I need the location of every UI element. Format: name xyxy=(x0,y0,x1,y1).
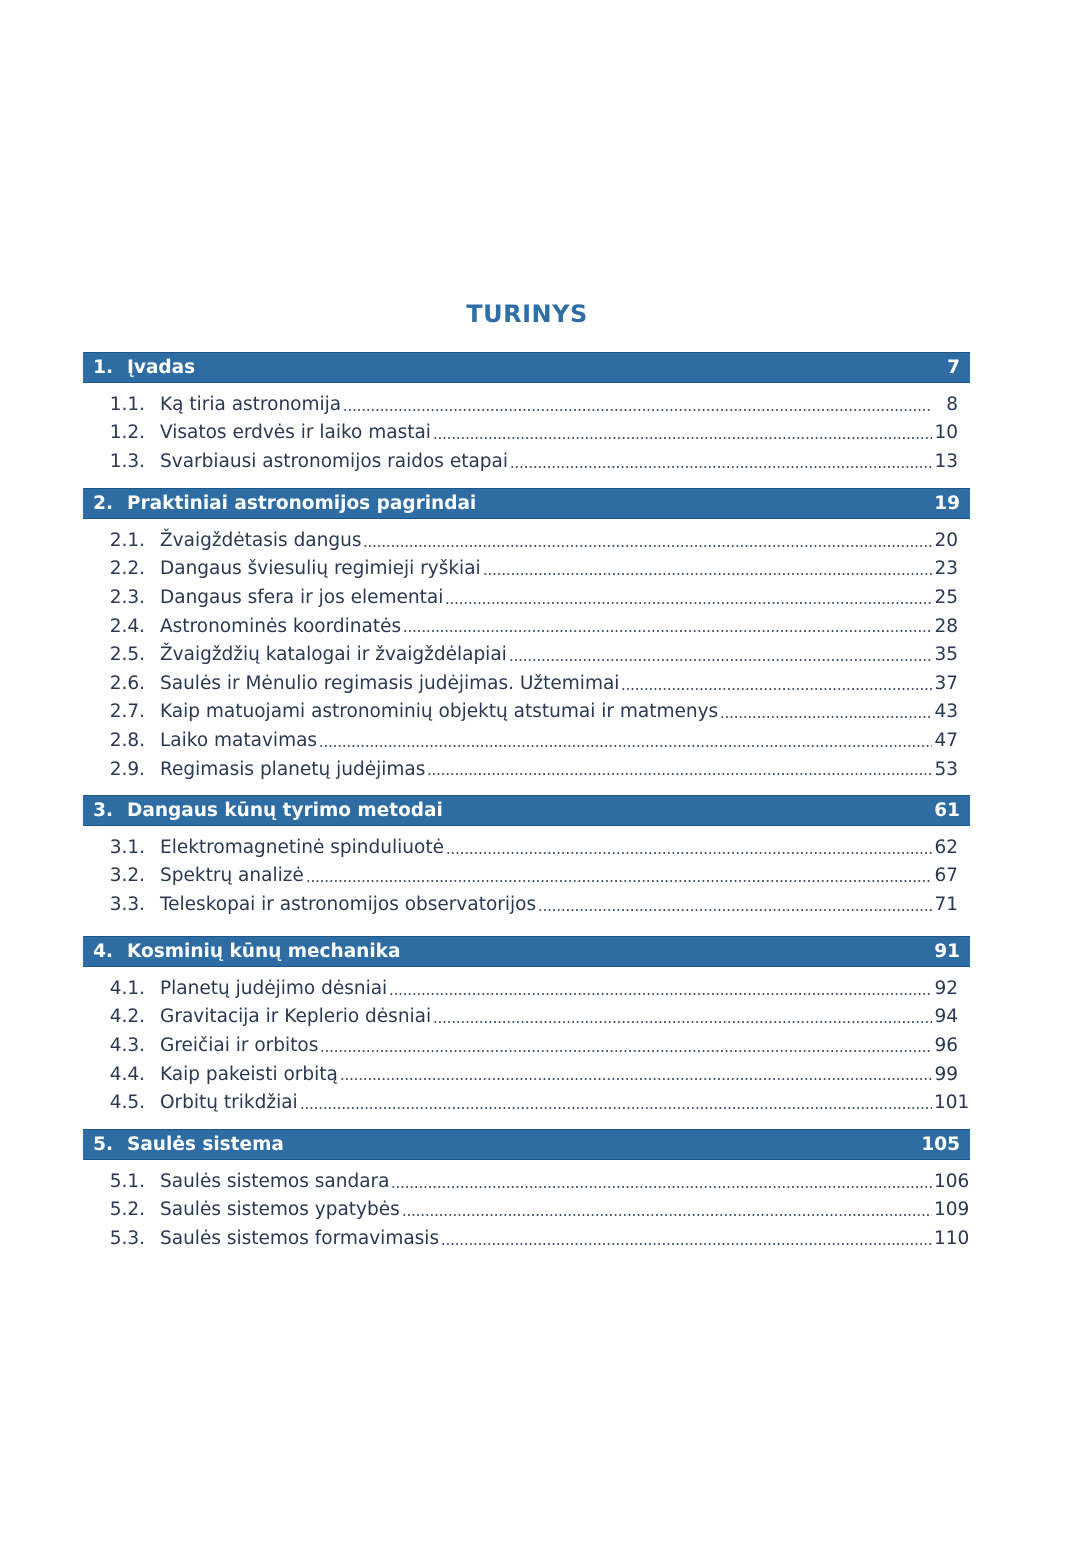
entry-title: Kaip pakeisti orbitą xyxy=(160,1063,338,1085)
dot-leader xyxy=(300,1107,932,1109)
section-entries xyxy=(83,526,970,783)
dot-leader xyxy=(446,852,932,854)
section-page: 19 xyxy=(934,493,960,514)
section-entries xyxy=(83,974,970,1117)
entry-number: 5.3. xyxy=(109,1227,145,1249)
toc-entry[interactable] xyxy=(83,1031,970,1060)
toc-section-5 xyxy=(83,1129,970,1253)
section-header[interactable] xyxy=(83,795,970,826)
toc-entry[interactable] xyxy=(83,612,970,641)
toc-entry[interactable] xyxy=(83,1060,970,1089)
entry-page: 92 xyxy=(934,977,958,999)
dot-leader xyxy=(433,1021,932,1023)
entry-number: 3.1. xyxy=(109,836,145,858)
entry-title: Laiko matavimas xyxy=(160,729,318,751)
entry-number: 2.2. xyxy=(109,558,145,580)
section-page: 7 xyxy=(947,357,960,378)
toc-entry[interactable] xyxy=(83,974,970,1003)
entry-number: 2.4. xyxy=(109,615,145,637)
toc-section-2 xyxy=(83,488,970,783)
entry-page: 53 xyxy=(934,758,958,780)
entry-page: 99 xyxy=(934,1063,958,1085)
entry-number: 1.3. xyxy=(109,450,145,472)
entry-page: 28 xyxy=(934,615,958,637)
entry-page: 10 xyxy=(934,422,958,444)
entry-title: Saulės ir Mėnulio regimasis judėjimas. Užtemimai xyxy=(160,672,620,694)
toc-entry[interactable] xyxy=(83,726,970,755)
toc-entry[interactable] xyxy=(83,890,970,919)
entry-number: 4.2. xyxy=(109,1006,145,1028)
entry-page: 13 xyxy=(934,450,958,472)
entry-page: 109 xyxy=(934,1199,970,1221)
dot-leader xyxy=(441,1243,932,1245)
section-title: Saulės sistema xyxy=(127,1134,284,1155)
dot-leader xyxy=(427,773,932,775)
dot-leader xyxy=(402,1214,932,1216)
entry-title: Astronominės koordinatės xyxy=(160,615,402,637)
section-title: Dangaus kūnų tyrimo metodai xyxy=(127,800,443,821)
toc-entry[interactable] xyxy=(83,447,970,476)
section-number: 1. xyxy=(93,357,113,378)
entry-number: 2.7. xyxy=(109,701,145,723)
dot-leader xyxy=(445,602,932,604)
entry-page: 101 xyxy=(934,1092,970,1114)
entry-page: 8 xyxy=(946,393,958,415)
entry-number: 1.1. xyxy=(109,393,145,415)
entry-title: Saulės sistemos ypatybės xyxy=(160,1199,400,1221)
toc-entry[interactable] xyxy=(83,862,970,891)
toc-entry[interactable] xyxy=(83,526,970,555)
entry-title: Planetų judėjimo dėsniai xyxy=(160,977,388,999)
entry-title: Saulės sistemos formavimasis xyxy=(160,1227,440,1249)
toc-entry[interactable] xyxy=(83,669,970,698)
entry-page: 71 xyxy=(934,893,958,915)
entry-number: 4.1. xyxy=(109,977,145,999)
page-title: TURINYS xyxy=(466,300,588,328)
section-number: 5. xyxy=(93,1134,113,1155)
toc-entry[interactable] xyxy=(83,1167,970,1196)
entry-number: 2.6. xyxy=(109,672,145,694)
section-title: Įvadas xyxy=(127,357,196,378)
dot-leader xyxy=(319,745,932,747)
entry-page: 37 xyxy=(934,672,958,694)
dot-leader xyxy=(363,545,932,547)
entry-number: 3.2. xyxy=(109,865,145,887)
entry-title: Dangaus sfera ir jos elementai xyxy=(160,586,444,608)
toc-section-1 xyxy=(83,352,970,476)
entry-title: Regimasis planetų judėjimas xyxy=(160,758,426,780)
entry-title: Ką tiria astronomija xyxy=(160,393,342,415)
toc-entry[interactable] xyxy=(83,555,970,584)
entry-title: Svarbiausi astronomijos raidos etapai xyxy=(160,450,509,472)
entry-page: 96 xyxy=(934,1034,958,1056)
entry-page: 106 xyxy=(934,1170,970,1192)
toc-entry[interactable] xyxy=(83,640,970,669)
entry-page: 110 xyxy=(934,1227,970,1249)
entry-number: 2.3. xyxy=(109,586,145,608)
dot-leader xyxy=(483,573,932,575)
dot-leader xyxy=(340,1078,932,1080)
toc-entry[interactable] xyxy=(83,1088,970,1117)
entry-page: 94 xyxy=(934,1006,958,1028)
entry-title: Elektromagnetinė spinduliuotė xyxy=(160,836,444,858)
entry-title: Spektrų analizė xyxy=(160,865,304,887)
section-header[interactable] xyxy=(83,488,970,519)
section-entries xyxy=(83,390,970,476)
toc-entry[interactable] xyxy=(83,698,970,727)
section-entries xyxy=(83,1167,970,1253)
entry-number: 4.5. xyxy=(109,1092,145,1114)
entry-title: Visatos erdvės ir laiko mastai xyxy=(160,422,431,444)
dot-leader xyxy=(320,1050,932,1052)
entry-page: 43 xyxy=(934,701,958,723)
section-header[interactable] xyxy=(83,1129,970,1160)
section-title: Kosminių kūnų mechanika xyxy=(127,941,401,962)
entry-title: Dangaus šviesulių regimieji ryškiai xyxy=(160,558,481,580)
entry-number: 1.2. xyxy=(109,422,145,444)
section-page: 91 xyxy=(934,941,960,962)
toc-section-3 xyxy=(83,795,970,919)
entry-number: 4.4. xyxy=(109,1063,145,1085)
entry-number: 2.9. xyxy=(109,758,145,780)
toc-entry[interactable] xyxy=(83,1003,970,1032)
entry-number: 5.2. xyxy=(109,1199,145,1221)
entry-title: Teleskopai ir astronomijos observatorijos xyxy=(160,893,537,915)
entry-title: Kaip matuojami astronominių objektų atstumai ir matmenys xyxy=(160,701,719,723)
section-number: 3. xyxy=(93,800,113,821)
entry-title: Greičiai ir orbitos xyxy=(160,1034,319,1056)
entry-page: 47 xyxy=(934,729,958,751)
toc-entry[interactable] xyxy=(83,1196,970,1225)
dot-leader xyxy=(403,630,932,632)
entry-page: 62 xyxy=(934,836,958,858)
toc-section-4 xyxy=(83,936,970,1117)
entry-title: Žvaigždžių katalogai ir žvaigždėlapiai xyxy=(160,644,507,666)
toc-entry[interactable] xyxy=(83,755,970,784)
dot-leader xyxy=(306,880,932,882)
dot-leader xyxy=(389,993,932,995)
toc-entry[interactable] xyxy=(83,419,970,448)
entry-number: 2.5. xyxy=(109,644,145,666)
entry-number: 4.3. xyxy=(109,1034,145,1056)
entry-page: 67 xyxy=(934,865,958,887)
section-number: 4. xyxy=(93,941,113,962)
section-page: 61 xyxy=(934,800,960,821)
toc-entry[interactable] xyxy=(83,583,970,612)
entry-page: 20 xyxy=(934,529,958,551)
section-header[interactable] xyxy=(83,352,970,383)
toc-entry[interactable] xyxy=(83,833,970,862)
entry-title: Žvaigždėtasis dangus xyxy=(160,529,362,551)
entry-page: 25 xyxy=(934,586,958,608)
dot-leader xyxy=(343,409,932,411)
entry-title: Orbitų trikdžiai xyxy=(160,1092,298,1114)
entry-number: 5.1. xyxy=(109,1170,145,1192)
entry-title: Gravitacija ir Keplerio dėsniai xyxy=(160,1006,432,1028)
toc-entry[interactable] xyxy=(83,1224,970,1253)
dot-leader xyxy=(433,437,932,439)
dot-leader xyxy=(538,909,932,911)
section-title: Praktiniai astronomijos pagrindai xyxy=(127,493,477,514)
toc-entry[interactable] xyxy=(83,390,970,419)
entry-title: Saulės sistemos sandara xyxy=(160,1170,390,1192)
entry-number: 2.1. xyxy=(109,529,145,551)
entry-number: 3.3. xyxy=(109,893,145,915)
section-page: 105 xyxy=(921,1134,960,1155)
section-header[interactable] xyxy=(83,936,970,967)
section-entries xyxy=(83,833,970,919)
entry-page: 35 xyxy=(934,644,958,666)
entry-number: 2.8. xyxy=(109,729,145,751)
dot-leader xyxy=(621,688,932,690)
dot-leader xyxy=(391,1186,932,1188)
entry-page: 23 xyxy=(934,558,958,580)
dot-leader xyxy=(509,659,932,661)
section-number: 2. xyxy=(93,493,113,514)
dot-leader xyxy=(510,466,932,468)
dot-leader xyxy=(720,716,932,718)
